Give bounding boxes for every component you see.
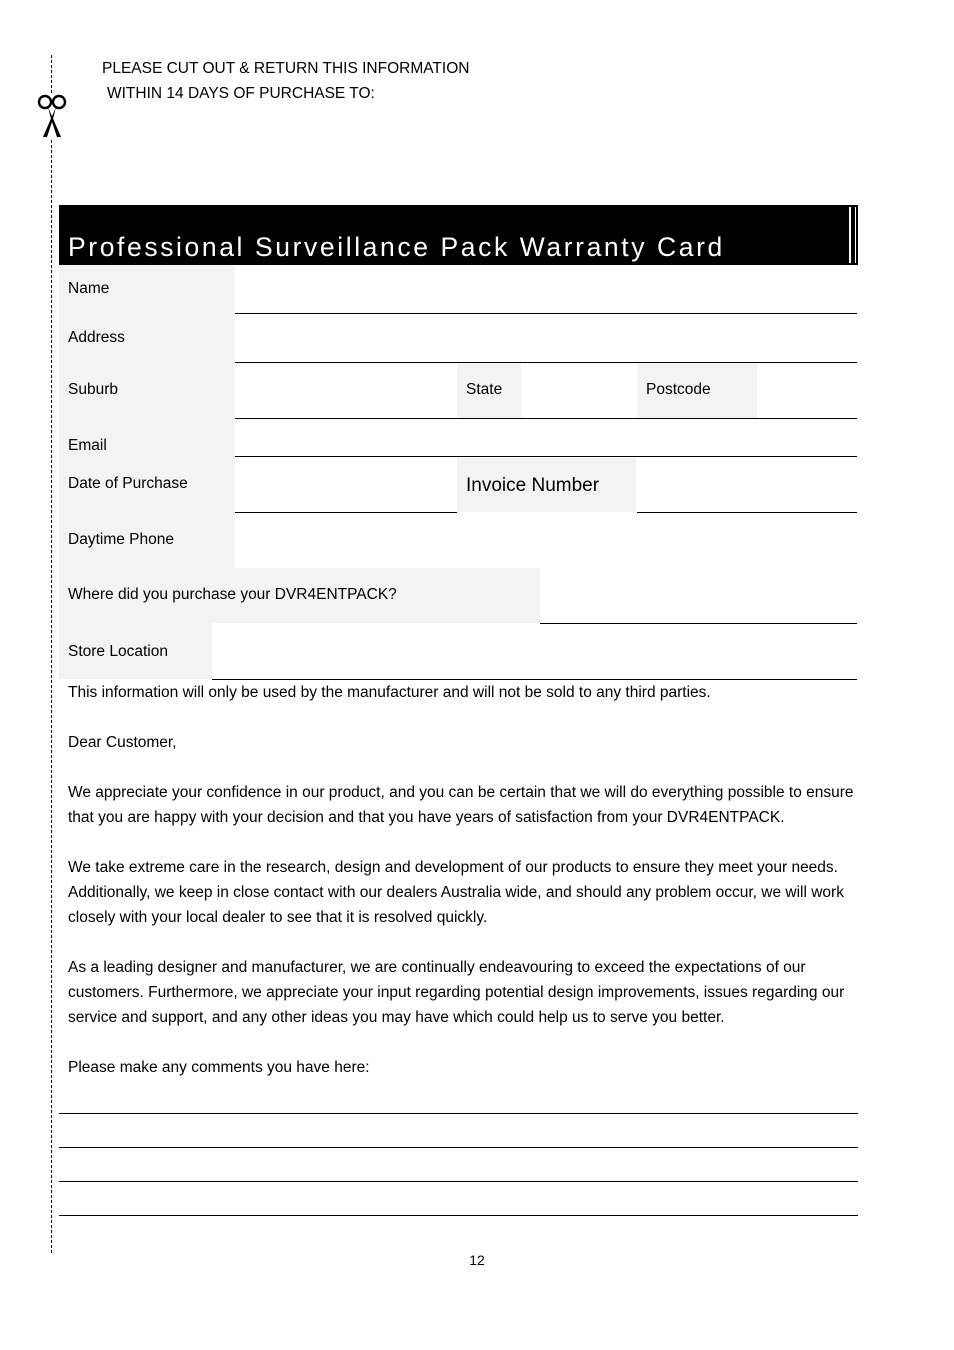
comment-line[interactable] — [59, 1113, 858, 1114]
label-column — [59, 456, 235, 568]
paragraph-line: service and support, and any other ideas you may have which could help us to serve you better. — [68, 1009, 725, 1026]
comment-line[interactable] — [59, 1147, 858, 1148]
date-of-purchase-label: Date of Purchase — [68, 475, 188, 492]
where-purchased-field-line[interactable] — [540, 623, 857, 624]
header-rule — [855, 207, 856, 263]
comments-prompt: Please make any comments you have here: — [68, 1059, 370, 1076]
header-rule — [849, 207, 851, 263]
cut-line — [51, 55, 52, 1253]
return-instructions — [102, 56, 469, 106]
invoice-number-field-line[interactable] — [637, 512, 857, 513]
instructions-line-2: WITHIN 14 DAYS OF PURCHASE TO: — [107, 85, 375, 102]
card-title: Professional Surveillance Pack Warranty Card — [68, 232, 725, 262]
name-field-line[interactable] — [235, 313, 857, 314]
paragraph-3 — [68, 955, 888, 1030]
address-field-line[interactable] — [235, 362, 857, 363]
email-field-line[interactable] — [235, 456, 857, 457]
scissors-icon — [36, 93, 68, 139]
greeting: Dear Customer, — [68, 734, 177, 751]
paragraph-line: As a leading designer and manufacturer, we are continually endeavouring to exceed the expectations of our — [68, 959, 806, 976]
postcode-label: Postcode — [646, 381, 711, 398]
invoice-number-label: Invoice Number — [466, 475, 600, 496]
email-label: Email — [68, 437, 107, 454]
daytime-phone-label: Daytime Phone — [68, 531, 174, 548]
store-location-label: Store Location — [68, 643, 168, 660]
paragraph-line: closely with your local dealer to see that it is resolved quickly. — [68, 909, 488, 926]
suburb-label: Suburb — [68, 381, 118, 398]
paragraph-line: We appreciate your confidence in our product, and you can be certain that we will do everything possible to ensure — [68, 784, 854, 801]
date-of-purchase-field-line[interactable] — [235, 512, 457, 513]
instructions-line-1: PLEASE CUT OUT & RETURN THIS INFORMATION — [102, 60, 470, 77]
comment-line[interactable] — [59, 1181, 858, 1182]
paragraph-line: Additionally, we keep in close contact with our dealers Australia wide, and should any problem occur, we will work — [68, 884, 844, 901]
paragraph-1 — [68, 780, 888, 830]
state-label: State — [466, 381, 503, 398]
where-purchased-label: Where did you purchase your DVR4ENTPACK? — [68, 586, 397, 603]
paragraph-line: We take extreme care in the research, design and development of our products to ensure they meet your needs. — [68, 859, 838, 876]
name-label: Name — [68, 280, 110, 297]
page-number: 12 — [469, 1252, 485, 1268]
paragraph-2 — [68, 855, 888, 930]
suburb-state-postcode-field-line[interactable] — [235, 418, 857, 419]
paragraph-line: that you are happy with your decision and that you have years of satisfaction from your DVR4ENTPACK. — [68, 809, 785, 826]
privacy-notice: This information will only be used by the manufacturer and will not be sold to any third parties. — [68, 684, 711, 701]
address-label: Address — [68, 329, 125, 346]
paragraph-line: customers. Furthermore, we appreciate your input regarding potential design improvements, issues regarding our — [68, 984, 845, 1001]
comment-line[interactable] — [59, 1215, 858, 1216]
